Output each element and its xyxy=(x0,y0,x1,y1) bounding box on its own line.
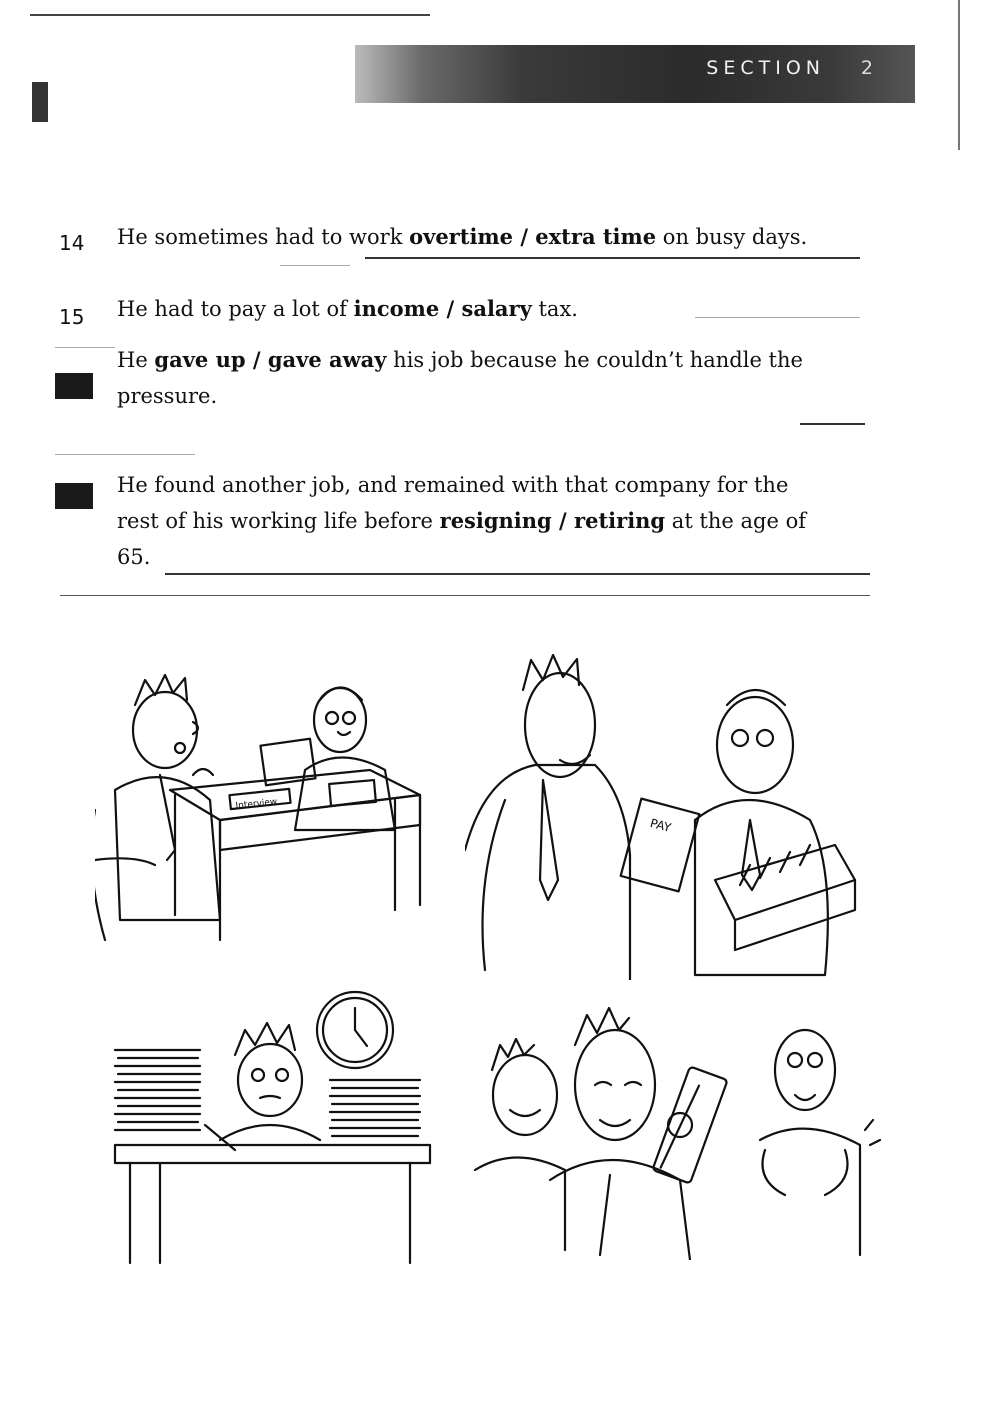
section-number: 2 xyxy=(860,57,873,79)
item-number: 16 xyxy=(61,374,87,398)
answer-options[interactable]: gave up / gave away xyxy=(154,347,387,372)
item-sentence: He sometimes had to work overtime / extra time on busy days. xyxy=(117,224,808,249)
illustration-interview xyxy=(95,660,435,990)
illustration-overtime xyxy=(110,990,440,1270)
exercise-item-14 xyxy=(55,205,875,265)
page-edge xyxy=(958,0,960,150)
answer-options[interactable]: resigning / retiring xyxy=(439,508,666,533)
exercise-item-17 xyxy=(55,455,875,585)
answer-line xyxy=(165,573,870,575)
margin-marker xyxy=(32,82,48,122)
illustration-pay-envelope xyxy=(465,650,865,980)
exercise-item-16 xyxy=(55,348,875,438)
section-header-bar xyxy=(355,45,915,103)
item-number: 15 xyxy=(59,305,85,329)
answer-options[interactable]: overtime / extra time xyxy=(409,224,657,249)
item-sentence: He gave up / gave away his job because he couldn’t handle the pressure. xyxy=(117,347,803,408)
illustration-retirement xyxy=(470,1000,890,1260)
item-sentence: He had to pay a lot of income / salary tax. xyxy=(117,296,578,321)
answer-line xyxy=(695,317,860,318)
envelope-label: PAY xyxy=(648,816,673,835)
item-sentence: He found another job, and remained with that company for the rest of his working life before resigning / retiring at the age of 65. xyxy=(117,473,806,569)
divider xyxy=(280,265,350,266)
answer-line xyxy=(365,257,860,259)
divider xyxy=(60,595,870,596)
illustration-grid xyxy=(95,640,895,1280)
exercise-item-15 xyxy=(55,285,875,335)
section-label: SECTION xyxy=(706,57,825,79)
desk-nameplate-text: Interview xyxy=(235,797,278,812)
answer-line xyxy=(800,423,865,425)
answer-options[interactable]: income / salary xyxy=(353,296,532,321)
top-rule xyxy=(30,14,430,16)
item-number: 17 xyxy=(61,484,87,508)
item-number: 14 xyxy=(59,231,85,255)
